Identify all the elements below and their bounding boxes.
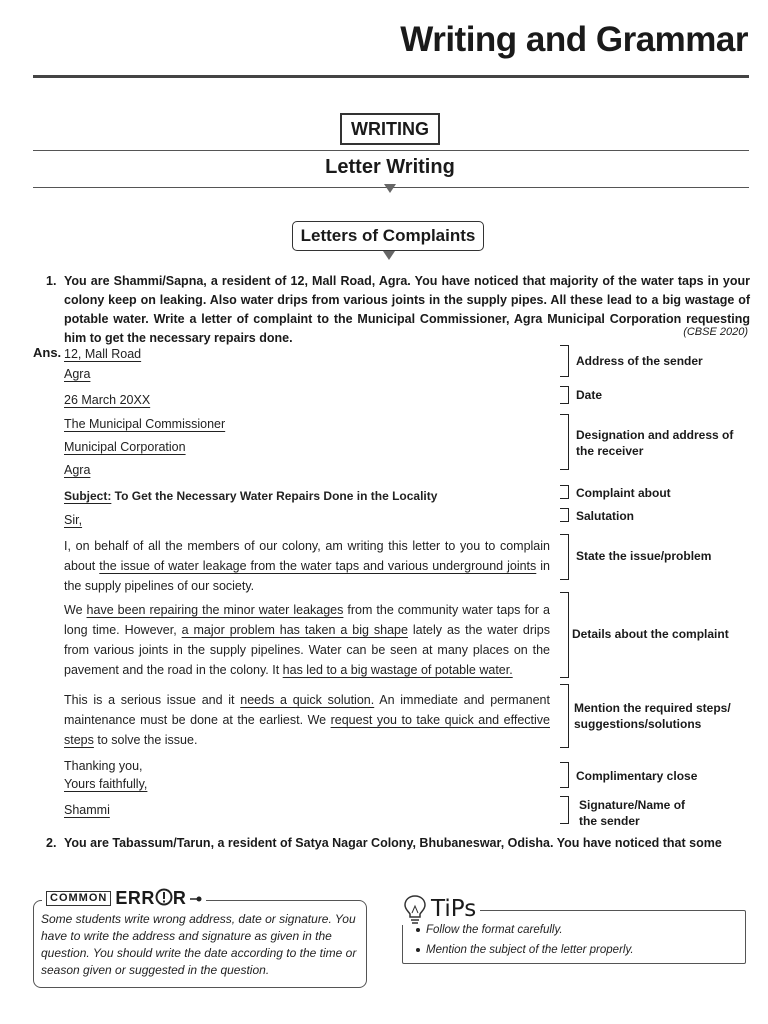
receiver-line: Agra: [64, 463, 91, 477]
exclamation-circle-icon: [155, 888, 173, 906]
bracket: [560, 796, 569, 824]
annotation-steps: Mention the required steps/ suggestions/solutions: [574, 701, 731, 731]
receiver-line: Municipal Corporation: [64, 440, 186, 454]
letter-subject: Subject: To Get the Necessary Water Repairs Done in the Locality: [64, 489, 438, 503]
sender-address-line: 12, Mall Road: [64, 347, 142, 361]
topic-title: Letter Writing: [325, 156, 455, 178]
section-label: WRITING: [340, 113, 440, 145]
bracket: [560, 345, 569, 377]
question-source: (CBSE 2020): [683, 326, 748, 338]
annotation-signature: Signature/Name of the sender: [579, 798, 686, 828]
letter-paragraph-steps: This is a serious issue and it needs a quick solution. An immediate and permanent maintenance must be done at the earliest. We request you to take quick and effective steps to solve the issue.: [64, 693, 550, 747]
tip-item: Follow the format carefully.: [416, 924, 563, 936]
signature: Shammi: [64, 803, 110, 817]
receiver-line: The Municipal Commissioner: [64, 417, 226, 431]
question-text: [64, 272, 750, 348]
tip-item: Mention the subject of the letter properly.: [416, 944, 634, 956]
bracket: [560, 485, 569, 499]
annotation-salutation: Salutation: [576, 509, 635, 523]
common-tag: COMMON: [46, 891, 111, 906]
subtopic-title: Letters of Complaints: [292, 221, 484, 251]
sender-address-line: Agra: [64, 367, 91, 381]
letter-paragraph-issue: I, on behalf of all the members of our colony, am writing this letter to you to complain about the issue of water leakage from the water taps and various underground joints in the supply pipelines of our society.: [64, 539, 550, 593]
tips-title: TiPs: [431, 896, 477, 922]
section-divider: [33, 150, 749, 151]
annotation-date: Date: [576, 388, 603, 402]
tips-heading: [398, 893, 480, 925]
annotation-details: Details about the complaint: [572, 627, 729, 641]
question-number: 2.: [46, 836, 57, 850]
lightbulb-icon: [402, 893, 428, 925]
answer-label: Ans.: [33, 345, 62, 360]
bracket: [560, 386, 569, 404]
bracket: [560, 762, 569, 788]
annotation-issue: State the issue/problem: [576, 549, 712, 563]
bracket: [560, 684, 569, 748]
letter-salutation: Sir,: [64, 513, 83, 527]
annotation-complaint-about: Complaint about: [576, 486, 671, 500]
dot-line-icon: [190, 896, 202, 902]
page-header-title: Writing and Grammar: [400, 20, 748, 59]
annotation-close: Complimentary close: [576, 769, 698, 783]
question-number: 1.: [46, 274, 57, 288]
down-triangle-icon: [383, 251, 395, 260]
down-triangle-icon: [384, 184, 396, 193]
letter-date: 26 March 20XX: [64, 393, 151, 407]
common-error-text: Some students write wrong address, date or signature. You have to write the address and signature as given in the question. You should write the date according to the time or season given or suggested in the question.: [41, 912, 357, 977]
error-title: ERR R: [115, 888, 187, 908]
common-error-heading: [42, 888, 206, 909]
closing-line: Thanking you,: [64, 759, 143, 773]
question-text: You are Tabassum/Tarun, a resident of Satya Nagar Colony, Bhubaneswar, Odisha. You have noticed that some: [64, 836, 722, 850]
annotation-receiver: Designation and address of the receiver: [576, 428, 734, 458]
question-body: You are Shammi/Sapna, a resident of 12, Mall Road, Agra. You have noticed that majority of the water taps in your colony keep on leaking. Also water drips from various joints in the supply pipes. All these lead to a big wastage of potable water. Write a letter of complaint to the Municipal Commissioner, Agra Municipal Corporation requesting him to get the necessary repairs done.: [64, 274, 750, 345]
bracket: [560, 592, 569, 678]
bracket: [560, 534, 569, 580]
letter-paragraph-details: We have been repairing the minor water leakages from the community water taps for a long time. However, a major problem has taken a big shape lately as the water drips from various joints in the supply pipelines. Water can be seen at many places on the pavement and the road in the colony. It has led to a big wastage of potable water.: [64, 603, 550, 677]
bracket: [560, 508, 569, 522]
closing-line: Yours faithfully,: [64, 777, 148, 791]
header-divider: [33, 75, 749, 78]
bracket: [560, 414, 569, 470]
annotation-sender: Address of the sender: [576, 354, 703, 368]
